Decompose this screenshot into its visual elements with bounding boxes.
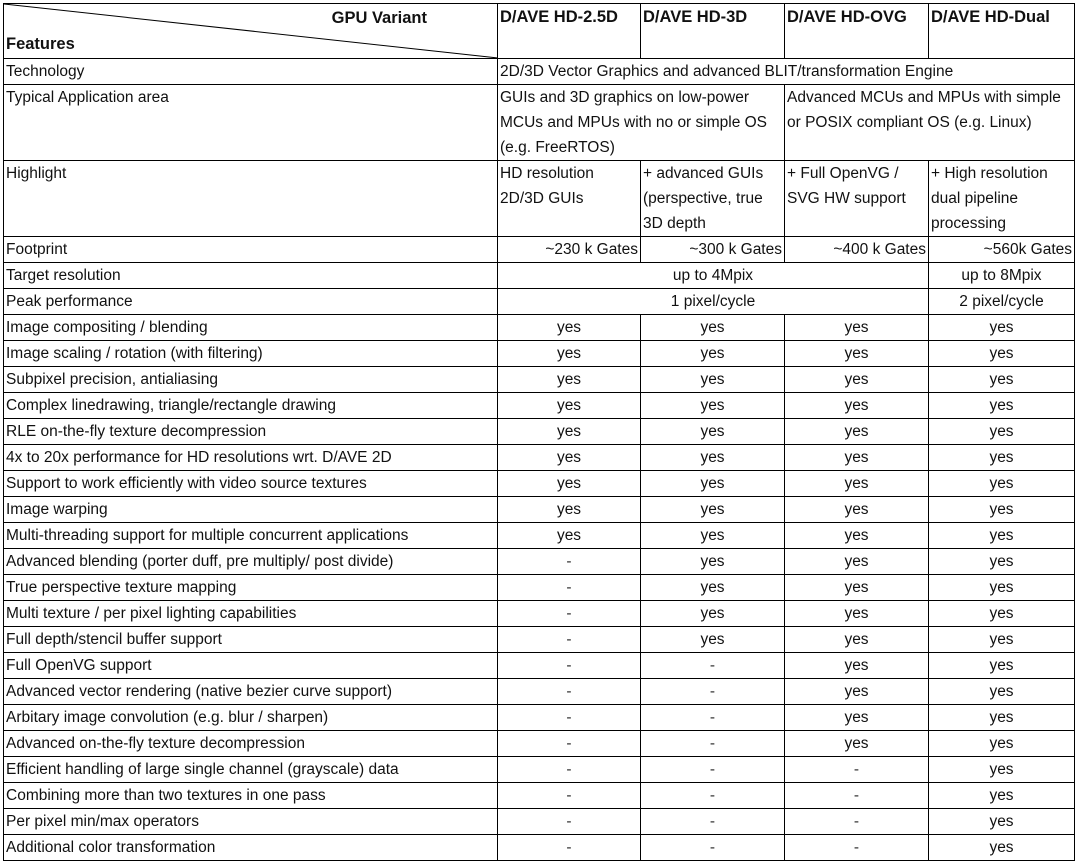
gpu-comparison-table [3, 3, 1075, 861]
support-cell-ovg: yes [785, 419, 929, 445]
footprint-2-5d: ~230 k Gates [498, 237, 641, 263]
support-cell-3d: yes [641, 575, 785, 601]
table-row [4, 679, 1075, 705]
support-cell-dual: yes [929, 315, 1075, 341]
row-application-area [4, 85, 1075, 161]
table-row [4, 393, 1075, 419]
support-cell-dual: yes [929, 705, 1075, 731]
support-cell-3d: yes [641, 627, 785, 653]
support-cell-3d: - [641, 809, 785, 835]
support-cell-3d: yes [641, 341, 785, 367]
support-cell-3d: yes [641, 523, 785, 549]
support-cell-3d: yes [641, 497, 785, 523]
support-cell-dual: yes [929, 601, 1075, 627]
support-cell-dual: yes [929, 809, 1075, 835]
support-cell-2-5d: yes [498, 393, 641, 419]
support-cell-3d: yes [641, 471, 785, 497]
support-cell-dual: yes [929, 523, 1075, 549]
table-row [4, 445, 1075, 471]
support-cell-2-5d: - [498, 731, 641, 757]
target-resolution-shared: up to 4Mpix [498, 263, 929, 289]
support-cell-ovg: yes [785, 497, 929, 523]
row-label: Advanced vector rendering (native bezier curve support) [4, 679, 498, 705]
row-label: Multi-threading support for multiple concurrent applications [4, 523, 498, 549]
support-cell-3d: yes [641, 601, 785, 627]
support-cell-ovg: yes [785, 471, 929, 497]
table-row [4, 575, 1075, 601]
support-cell-2-5d: - [498, 835, 641, 861]
row-label: Image compositing / blending [4, 315, 498, 341]
row-label: Typical Application area [4, 85, 498, 161]
application-area-high: Advanced MCUs and MPUs with simple or POSIX compliant OS (e.g. Linux) [785, 85, 1075, 161]
row-technology [4, 59, 1075, 85]
row-label: Additional color transformation [4, 835, 498, 861]
support-cell-ovg: yes [785, 445, 929, 471]
footprint-dual: ~560k Gates [929, 237, 1075, 263]
features-label: Features [6, 35, 75, 53]
variant-header-ovg: D/AVE HD-OVG [785, 4, 929, 59]
footprint-3d: ~300 k Gates [641, 237, 785, 263]
support-cell-3d: yes [641, 445, 785, 471]
row-label: Full OpenVG support [4, 653, 498, 679]
row-label: True perspective texture mapping [4, 575, 498, 601]
support-cell-ovg: yes [785, 393, 929, 419]
table-row [4, 523, 1075, 549]
support-cell-2-5d: yes [498, 315, 641, 341]
row-label: Efficient handling of large single channel (grayscale) data [4, 757, 498, 783]
table-row [4, 809, 1075, 835]
support-cell-dual: yes [929, 445, 1075, 471]
support-cell-ovg: yes [785, 679, 929, 705]
support-cell-3d: yes [641, 367, 785, 393]
support-cell-dual: yes [929, 575, 1075, 601]
row-label: Multi texture / per pixel lighting capabilities [4, 601, 498, 627]
support-cell-2-5d: - [498, 575, 641, 601]
row-label: Technology [4, 59, 498, 85]
support-cell-2-5d: - [498, 705, 641, 731]
support-cell-3d: - [641, 731, 785, 757]
support-cell-ovg: yes [785, 367, 929, 393]
table-row [4, 835, 1075, 861]
support-cell-ovg: - [785, 783, 929, 809]
table-row [4, 783, 1075, 809]
row-label: Arbitary image convolution (e.g. blur / sharpen) [4, 705, 498, 731]
table-row [4, 471, 1075, 497]
table-row [4, 419, 1075, 445]
support-cell-3d: yes [641, 549, 785, 575]
support-cell-ovg: yes [785, 315, 929, 341]
support-cell-2-5d: yes [498, 523, 641, 549]
table-row [4, 367, 1075, 393]
support-cell-dual: yes [929, 757, 1075, 783]
support-cell-2-5d: yes [498, 419, 641, 445]
support-cell-ovg: - [785, 757, 929, 783]
support-cell-ovg: yes [785, 523, 929, 549]
table-row [4, 315, 1075, 341]
target-resolution-dual: up to 8Mpix [929, 263, 1075, 289]
support-cell-2-5d: yes [498, 367, 641, 393]
support-cell-2-5d: - [498, 809, 641, 835]
support-cell-dual: yes [929, 653, 1075, 679]
row-label: Peak performance [4, 289, 498, 315]
support-cell-3d: yes [641, 419, 785, 445]
table-row [4, 731, 1075, 757]
technology-value: 2D/3D Vector Graphics and advanced BLIT/transformation Engine [498, 59, 1075, 85]
support-cell-dual: yes [929, 549, 1075, 575]
row-highlight [4, 161, 1075, 237]
table-row [4, 549, 1075, 575]
row-label: Image warping [4, 497, 498, 523]
support-cell-3d: - [641, 679, 785, 705]
support-cell-ovg: yes [785, 549, 929, 575]
table-row [4, 627, 1075, 653]
support-cell-ovg: - [785, 809, 929, 835]
support-cell-dual: yes [929, 367, 1075, 393]
table-row [4, 705, 1075, 731]
support-cell-3d: yes [641, 393, 785, 419]
row-label: Combining more than two textures in one pass [4, 783, 498, 809]
support-cell-2-5d: - [498, 627, 641, 653]
corner-header-cell [4, 4, 498, 59]
support-cell-2-5d: - [498, 601, 641, 627]
support-cell-dual: yes [929, 835, 1075, 861]
support-cell-dual: yes [929, 731, 1075, 757]
table-row [4, 497, 1075, 523]
row-label: Footprint [4, 237, 498, 263]
support-cell-dual: yes [929, 471, 1075, 497]
application-area-low: GUIs and 3D graphics on low-power MCUs and MPUs with no or simple OS (e.g. FreeRTOS) [498, 85, 785, 161]
table-row [4, 341, 1075, 367]
support-cell-dual: yes [929, 783, 1075, 809]
support-cell-2-5d: yes [498, 341, 641, 367]
row-label: Image scaling / rotation (with filtering) [4, 341, 498, 367]
highlight-ovg: + Full OpenVG / SVG HW support [785, 161, 929, 237]
gpu-variant-label: GPU Variant [331, 9, 427, 27]
support-cell-3d: yes [641, 315, 785, 341]
support-cell-ovg: yes [785, 731, 929, 757]
highlight-2-5d: HD resolution 2D/3D GUIs [498, 161, 641, 237]
support-cell-dual: yes [929, 679, 1075, 705]
support-cell-dual: yes [929, 393, 1075, 419]
row-label: Advanced blending (porter duff, pre multiply/ post divide) [4, 549, 498, 575]
row-label: Support to work efficiently with video source textures [4, 471, 498, 497]
support-cell-2-5d: - [498, 653, 641, 679]
variant-header-dual: D/AVE HD-Dual [929, 4, 1075, 59]
support-cell-dual: yes [929, 341, 1075, 367]
row-label: Target resolution [4, 263, 498, 289]
support-cell-2-5d: - [498, 757, 641, 783]
peak-performance-dual: 2 pixel/cycle [929, 289, 1075, 315]
support-cell-3d: - [641, 653, 785, 679]
row-label: RLE on-the-fly texture decompression [4, 419, 498, 445]
variant-header-3d: D/AVE HD-3D [641, 4, 785, 59]
row-label: Complex linedrawing, triangle/rectangle drawing [4, 393, 498, 419]
row-label: Highlight [4, 161, 498, 237]
table-row [4, 653, 1075, 679]
table-row [4, 601, 1075, 627]
table-row [4, 757, 1075, 783]
support-cell-2-5d: yes [498, 471, 641, 497]
support-cell-2-5d: - [498, 549, 641, 575]
row-footprint [4, 237, 1075, 263]
row-target-resolution [4, 263, 1075, 289]
support-cell-2-5d: - [498, 783, 641, 809]
support-cell-ovg: yes [785, 653, 929, 679]
support-cell-ovg: yes [785, 601, 929, 627]
row-label: Per pixel min/max operators [4, 809, 498, 835]
support-cell-dual: yes [929, 497, 1075, 523]
footprint-ovg: ~400 k Gates [785, 237, 929, 263]
support-cell-2-5d: yes [498, 445, 641, 471]
support-cell-3d: - [641, 757, 785, 783]
support-cell-3d: - [641, 783, 785, 809]
support-cell-ovg: yes [785, 575, 929, 601]
header-row [4, 4, 1075, 59]
support-cell-ovg: - [785, 835, 929, 861]
support-cell-ovg: yes [785, 627, 929, 653]
support-cell-dual: yes [929, 419, 1075, 445]
row-peak-performance [4, 289, 1075, 315]
support-cell-3d: - [641, 705, 785, 731]
support-cell-2-5d: - [498, 679, 641, 705]
support-cell-ovg: yes [785, 341, 929, 367]
support-cell-3d: - [641, 835, 785, 861]
support-cell-ovg: yes [785, 705, 929, 731]
variant-header-2-5d: D/AVE HD-2.5D [498, 4, 641, 59]
support-cell-dual: yes [929, 627, 1075, 653]
highlight-3d: + advanced GUIs (perspective, true 3D depth [641, 161, 785, 237]
row-label: Full depth/stencil buffer support [4, 627, 498, 653]
peak-performance-shared: 1 pixel/cycle [498, 289, 929, 315]
highlight-dual: + High resolution dual pipeline processing [929, 161, 1075, 237]
row-label: 4x to 20x performance for HD resolutions wrt. D/AVE 2D [4, 445, 498, 471]
row-label: Advanced on-the-fly texture decompression [4, 731, 498, 757]
row-label: Subpixel precision, antialiasing [4, 367, 498, 393]
support-cell-2-5d: yes [498, 497, 641, 523]
